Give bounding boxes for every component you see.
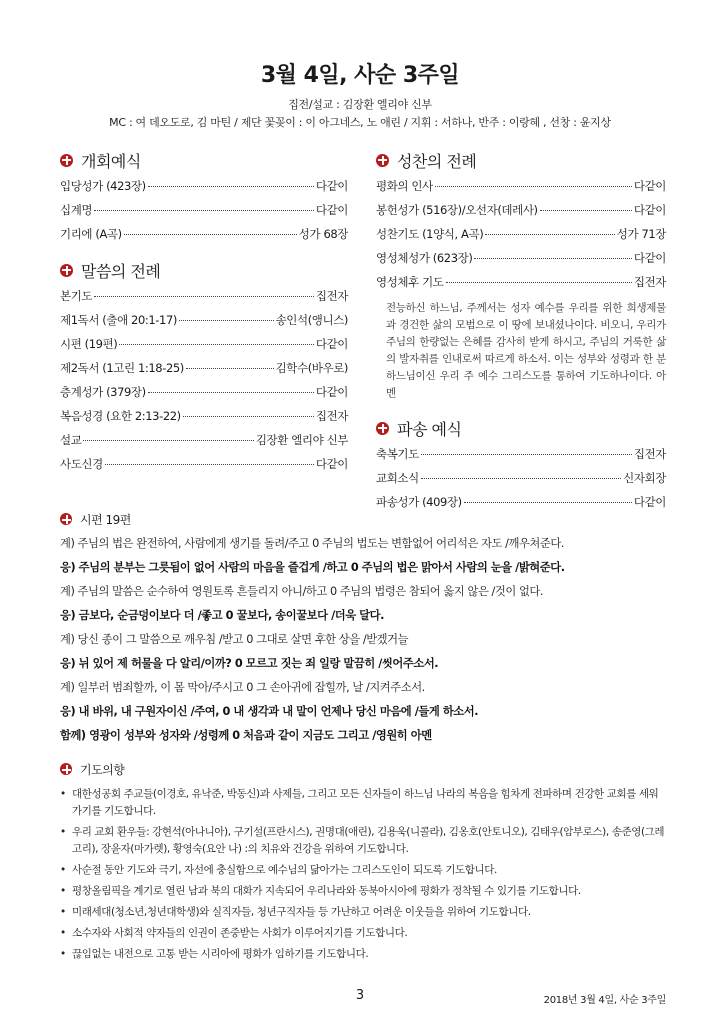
staff-line: MC : 여 데오도로, 김 마틴 / 제단 꽃꽂이 : 이 아그네스, 노 애린 / 지휘 : 서하나, 반주 : 이랑혜 , 선창 : 윤지상 [109,116,611,129]
order-item-value: 집전자 [315,289,348,303]
intentions-list [60,786,665,963]
order-row [60,288,348,312]
dot-leader [183,416,314,417]
dot-leader [148,392,314,393]
psalm-section [60,510,660,748]
right-column [376,148,666,518]
dot-leader [540,210,632,211]
order-item-label: 십계명 [60,203,93,217]
order-item-value: 다같이 [633,203,666,217]
order-item-label: 사도신경 [60,457,103,471]
section-heading [60,148,348,172]
dot-leader [83,440,253,441]
page-number: 3 [355,988,365,1003]
order-item-value: 김장환 엘리야 신부 [255,433,348,447]
order-item-label: 복음성경 (요한 2:13-22) [60,409,181,423]
cross-icon [60,763,72,775]
section-title: 개회예식 [81,151,141,171]
psalm-response-line: 응) 뉘 있어 제 허물을 다 알리/이까? 0 모르고 짓는 죄 일랑 말끔히 /씻어주소서. [60,657,439,670]
intention-item: • 소수자와 사회적 약자들의 인권이 존중받는 사회가 이루어지기를 기도합니다. [60,925,665,942]
cross-icon [60,154,73,167]
order-row [60,226,348,250]
section-gap [60,250,348,258]
order-rows [376,446,666,518]
psalm-response-line: 응) 금보다, 순금덩이보다 더 /좋고 0 꿀보다, 송이꿀보다 /더욱 달다. [60,609,384,622]
psalm-lines [60,532,660,748]
order-item-label: 축복기도 [376,447,419,461]
celebrant-line: 집전/설교 : 김장환 엘리야 신부 [288,98,432,111]
order-item-label: 설교 [60,433,82,447]
dot-leader [105,464,314,465]
order-item-label: 성찬기도 (1양식, A곡) [376,227,484,241]
section-title: 파송 예식 [397,419,462,439]
order-item-value: 성가 71장 [616,227,666,241]
order-item-value: 송인석(앵니스) [275,313,348,327]
cross-icon [60,264,73,277]
dot-leader [421,454,632,455]
psalm-response-line: 함께) 영광이 성부와 성자와 /성령께 0 처음과 같이 지금도 그리고 /영원히 아멘 [60,729,432,742]
psalm-response-line: 응) 주님의 분부는 그릇됨이 없어 사람의 마음을 즐겁게 /하고 0 주님의 법은 맑아서 사람의 눈을 /밝혀준다. [60,561,565,574]
order-row [376,250,666,274]
dot-leader [186,368,274,369]
section-heading [376,148,666,172]
dot-leader [94,296,314,297]
psalm-verse-line: 계) 주님의 법은 완전하여, 사람에게 생기를 돌려/주고 0 주님의 법도는 변함없어 어리석은 자도 /깨우쳐준다. [60,537,564,550]
order-item-value: 신자회장 [623,471,666,485]
intentions-heading: 기도의향 [80,762,125,777]
dot-leader [485,234,614,235]
order-row [60,360,348,384]
order-rows [60,178,348,250]
order-item-value: 다같이 [315,337,348,351]
order-row [60,408,348,432]
dot-leader [148,186,314,187]
dot-leader [179,320,274,321]
order-item-label: 본기도 [60,289,93,303]
order-item-label: 시편 (19편) [60,337,118,351]
order-item-value: 집전자 [315,409,348,423]
section-title: 말씀의 전례 [81,261,161,281]
dot-leader [94,210,314,211]
order-item-value: 김학수(바우로) [275,361,348,375]
order-item-value: 성가 68장 [298,227,348,241]
order-row [376,202,666,226]
order-item-label: 영성체성가 (623장) [376,251,473,265]
order-item-label: 영성체후 기도 [376,275,444,289]
dot-leader [474,258,631,259]
order-row [60,336,348,360]
order-item-value: 다같이 [633,179,666,193]
order-item-value: 다같이 [315,385,348,399]
order-row [376,226,666,250]
psalm-verse-line: 계) 당신 종이 그 말씀으로 깨우침 /받고 0 그대로 살면 후한 상을 /받겠거늘 [60,633,409,646]
order-item-label: 입당성가 (423장) [60,179,146,193]
dot-leader [119,344,313,345]
order-row [376,178,666,202]
order-item-label: 제1독서 (출애 20:1-17) [60,313,177,327]
order-item-value: 다같이 [315,203,348,217]
prayer-intentions-section [60,760,665,967]
dot-leader [421,478,621,479]
order-item-value: 다같이 [633,495,666,509]
cross-icon [376,422,389,435]
dot-leader [435,186,632,187]
order-row [60,178,348,202]
dot-leader [464,502,632,503]
section-heading [60,510,660,528]
order-row [60,384,348,408]
order-row [60,312,348,336]
order-item-label: 교회소식 [376,471,419,485]
order-row [60,202,348,226]
section-title: 성찬의 전례 [397,151,477,171]
order-item-label: 층계성가 (379장) [60,385,146,399]
intention-item: • 사순절 동안 기도와 극기, 자선에 충실함으로 예수님의 닮아가는 그리스도인이 되도록 기도합니다. [60,862,665,879]
order-row [376,470,666,494]
order-item-value: 집전자 [633,275,666,289]
section-heading [60,258,348,282]
order-rows [60,288,348,480]
footer-date: 2018년 3월 4일, 사순 3주일 [543,995,666,1006]
psalm-verse-line: 계) 주님의 말씀은 순수하여 영원토록 흔들리지 아니/하고 0 주님의 법령은 참되어 옳지 않은 /것이 없다. [60,585,544,598]
left-column [60,148,348,480]
intention-item: • 끊임없는 내전으로 고통 받는 시리아에 평화가 임하기를 기도합니다. [60,946,665,963]
order-row [376,274,666,298]
order-row [376,446,666,470]
section-heading [376,416,666,440]
intention-item: • 대한성공회 주교들(이경호, 유낙준, 박동신)과 사제들, 그리고 모든 신자들이 하느님 나라의 복음을 힘차게 전파하며 건강한 교회를 세워가기를 기도합니다. [60,786,665,820]
psalm-verse-line: 계) 일부러 범죄할까, 이 몸 막아/주시고 0 그 손아귀에 잡힐까, 날 /지켜주소서. [60,681,425,694]
page-title: 3월 4일, 사순 3주일 [260,63,460,88]
order-item-value: 다같이 [633,251,666,265]
order-item-value: 집전자 [633,447,666,461]
dot-leader [124,234,297,235]
dot-leader [446,282,632,283]
intention-item: • 우리 교회 환우들: 강현석(아나니아), 구기설(프란시스), 권명대(애린), 김용욱(니콜라), 김옹호(안토니오), 김태우(암부로스), 송준영(그레고리), 장윤자(마가렛), 황영숙(요안 나) :의 치유와 건강을 위하여 기도합니다. [60,824,665,858]
order-item-value: 다같이 [315,457,348,471]
order-item-label: 파송성가 (409장) [376,495,462,509]
section-gap [376,408,666,416]
post-communion-prayer: 전능하신 하느님, 주께서는 성자 예수를 우리를 위한 희생제물과 경건한 삶의 모범으로 이 땅에 보내셨나이다. 비오니, 우리가 주님의 한량없는 은혜를 감사히 받게 하시고, 주님의 거룩한 삶의 발자취를 인내로써 따르게 하소서. 이는 성부와 성령과 한 분 하느님이신 우리 주 예수 그리스도를 통하여 기도하나이다. 아멘 [386,302,666,399]
order-item-label: 평화의 인사 [376,179,433,193]
order-item-value: 다같이 [315,179,348,193]
order-row [60,456,348,480]
psalm-heading: 시편 19편 [80,512,131,527]
intention-item: • 미래세대(청소년,청년대학생)와 실직자들, 청년구직자들 등 가난하고 어려운 이웃들을 위하여 기도합니다. [60,904,665,921]
cross-icon [60,513,72,525]
cross-icon [376,154,389,167]
order-rows [376,178,666,298]
order-item-label: 봉헌성가 (516장)/오선자(데레사) [376,203,538,217]
order-item-label: 기리에 (A곡) [60,227,122,241]
section-heading [60,760,665,778]
order-row [60,432,348,456]
psalm-response-line: 응) 내 바위, 내 구원자이신 /주여, 0 내 생각과 내 말이 언제나 당신 마음에 /들게 하소서. [60,705,479,718]
intention-item: • 평창올림픽을 계기로 열린 남과 북의 대화가 지속되어 우리나라와 동북아시아에 평화가 정착될 수 있기를 기도합니다. [60,883,665,900]
order-item-label: 제2독서 (1고린 1:18-25) [60,361,184,375]
